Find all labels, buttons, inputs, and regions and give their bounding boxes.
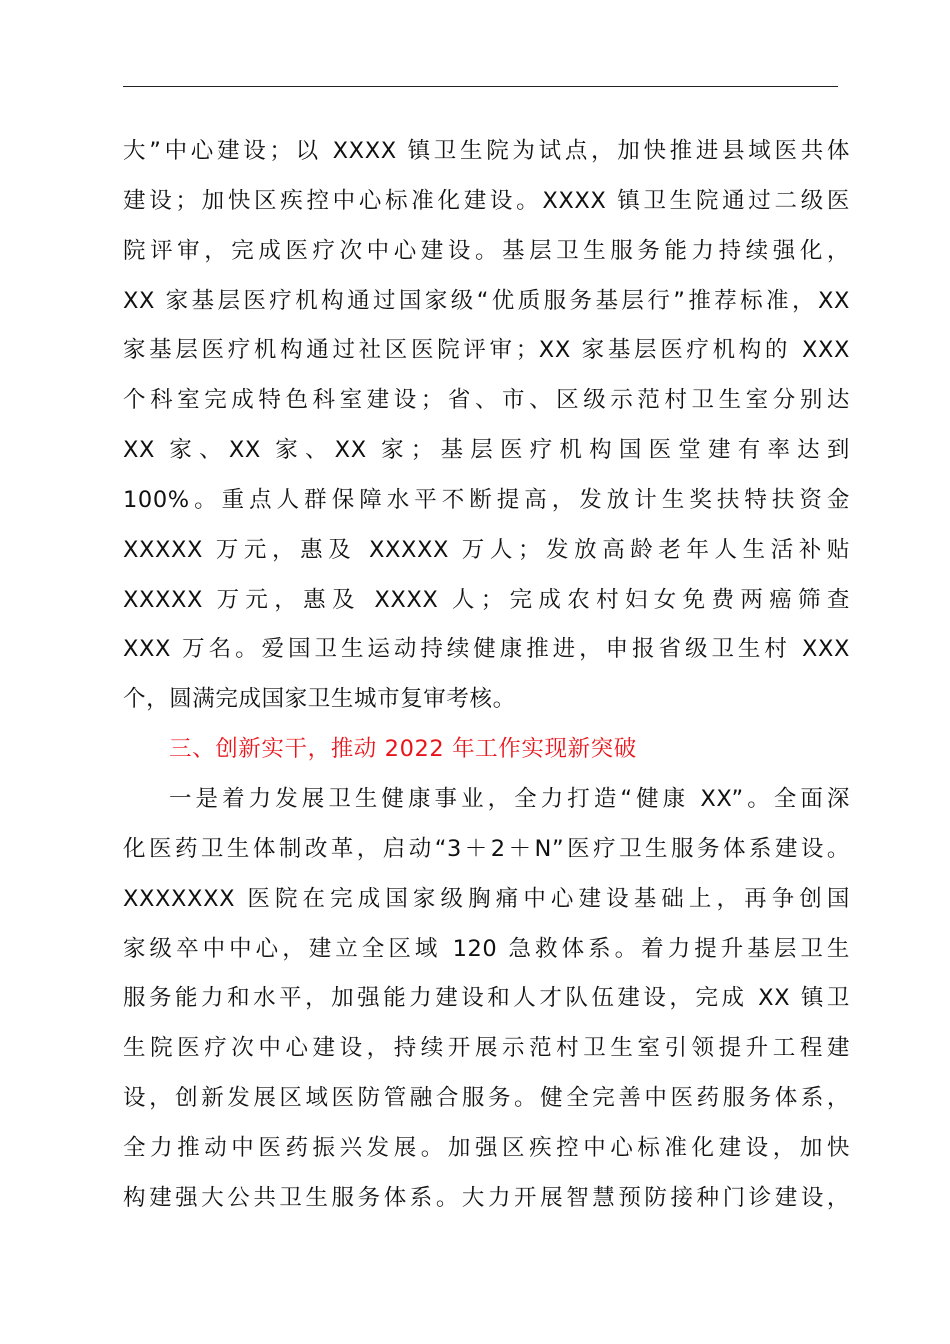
paragraph-line: 家级卒中中心，建立全区域 120 急救体系。着力提升基层卫生 bbox=[123, 935, 850, 962]
paragraph-line: 全力推动中医药振兴发展。加强区疾控中心标准化建设，加快 bbox=[123, 1134, 850, 1161]
paragraph-line: 设，创新发展区域医防管融合服务。健全完善中医药服务体系， bbox=[123, 1085, 850, 1112]
paragraph-line: XXXXX 万元，惠及 XXXX 人；完成农村妇女免费两癌筛查 bbox=[123, 586, 850, 613]
header-rule bbox=[123, 86, 838, 87]
paragraph-line: 个，圆满完成国家卫生城市复审考核。 bbox=[123, 686, 516, 713]
section-heading: 三、创新实干，推动 2022 年工作实现新突破 bbox=[169, 736, 637, 763]
paragraph-line: 化医药卫生体制改革，启动“3＋2＋N”医疗卫生服务体系建设。 bbox=[123, 835, 850, 862]
paragraph-line: 家基层医疗机构通过社区医院评审；XX 家基层医疗机构的 XXX bbox=[123, 337, 850, 364]
paragraph-line: 生院医疗次中心建设，持续开展示范村卫生室引领提升工程建 bbox=[123, 1035, 850, 1062]
paragraph-line: XX 家、XX 家、XX 家；基层医疗机构国医堂建有率达到 bbox=[123, 437, 850, 464]
paragraph-line: 大”中心建设；以 XXXX 镇卫生院为试点，加快推进县域医共体 bbox=[123, 138, 850, 164]
paragraph-line: 建设；加快区疾控中心标准化建设。XXXX 镇卫生院通过二级医 bbox=[123, 187, 850, 214]
paragraph-line: 个科室完成特色科室建设；省、市、区级示范村卫生室分别达 bbox=[123, 387, 850, 414]
body-text bbox=[123, 127, 850, 1224]
paragraph-line: XX 家基层医疗机构通过国家级“优质服务基层行”推荐标准，XX bbox=[123, 287, 850, 314]
paragraph-line: 一是着力发展卫生健康事业，全力打造“健康 XX”。全面深 bbox=[169, 785, 850, 812]
paragraph-line: 构建强大公共卫生服务体系。大力开展智慧预防接种门诊建设， bbox=[123, 1184, 850, 1211]
paragraph-line: 服务能力和水平，加强能力建设和人才队伍建设，完成 XX 镇卫 bbox=[123, 985, 850, 1012]
paragraph-line: XXX 万名。爱国卫生运动持续健康推进，申报省级卫生村 XXX bbox=[123, 636, 850, 663]
paragraph-line: XXXXXXX 医院在完成国家级胸痛中心建设基础上，再争创国 bbox=[123, 885, 850, 912]
paragraph-line: 院评审，完成医疗次中心建设。基层卫生服务能力持续强化， bbox=[123, 237, 850, 264]
paragraph-line: XXXXX 万元，惠及 XXXXX 万人；发放高龄老年人生活补贴 bbox=[123, 536, 850, 563]
paragraph-line: 100%。重点人群保障水平不断提高，发放计生奖扶特扶资金 bbox=[123, 486, 850, 513]
